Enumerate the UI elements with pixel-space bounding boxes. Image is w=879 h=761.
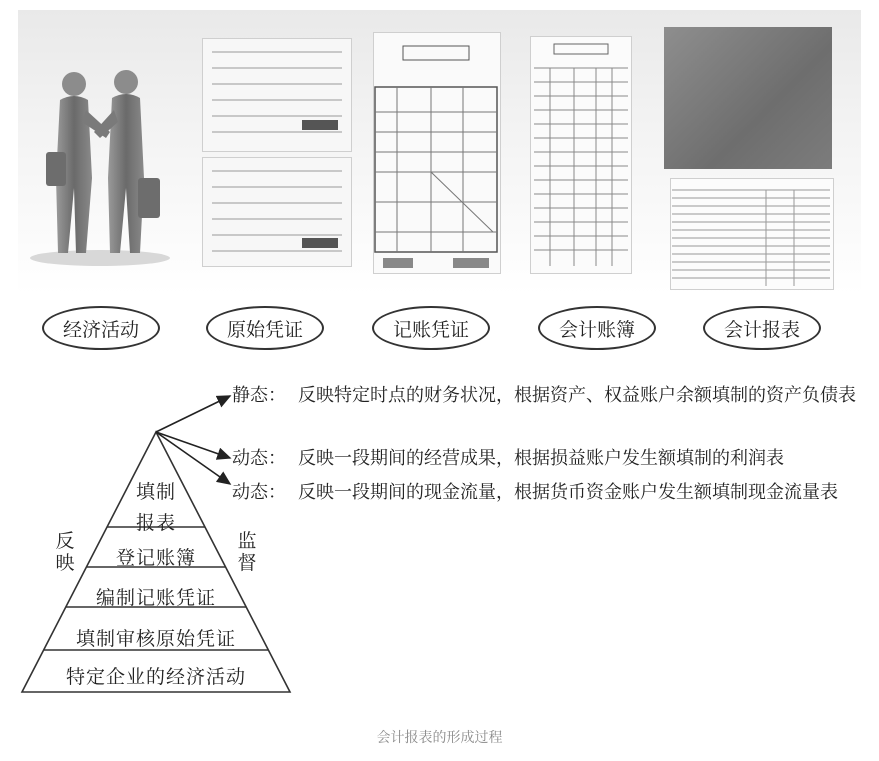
pyramid-level-economic-activity: 特定企业的经济活动 <box>65 666 246 688</box>
description-dynamic-cashflow <box>232 479 872 537</box>
stage-label-original-voucher: 原始凭证 <box>206 306 324 350</box>
original-voucher-lines <box>202 38 352 268</box>
account-book-grid <box>530 36 632 274</box>
stage-label-financial-statements: 会计报表 <box>703 306 821 350</box>
description-key: 动态： <box>232 448 286 469</box>
statement-photo <box>664 27 832 169</box>
description-text: 反映一段期间的现金流量，根据货币资金账户发生额填制现金流量表 <box>298 482 838 503</box>
pyramid-level-original-vouchers: 填制审核原始凭证 <box>75 628 236 650</box>
description-key: 静态： <box>232 385 286 406</box>
handshake-image <box>22 28 177 268</box>
description-static <box>232 382 872 440</box>
description-text: 反映特定时点的财务状况，根据资产、权益账户余额填制的资产负债表 <box>298 385 856 406</box>
arrow-static <box>156 396 230 432</box>
description-text: 反映一段期间的经营成果，根据损益账户发生额填制的利润表 <box>298 448 784 469</box>
pyramid-level-books: 登记账簿 <box>115 547 196 569</box>
pyramid-level-vouchers: 编制记账凭证 <box>95 587 216 609</box>
description-key: 动态： <box>232 482 286 503</box>
pyramid-level-fill: 填制 <box>135 481 176 503</box>
figure-caption: 会计报表的形成过程 <box>376 730 503 746</box>
accounting-voucher-grid <box>373 32 501 274</box>
stage-label-account-books: 会计账簿 <box>538 306 656 350</box>
stage-label-accounting-voucher: 记账凭证 <box>372 306 490 350</box>
stage-label-economic-activity: 经济活动 <box>42 306 160 350</box>
side-label-supervise: 监督 <box>237 530 257 574</box>
side-label-reflect: 反映 <box>55 530 75 574</box>
pyramid-level-statements: 报表 <box>135 512 176 534</box>
description-dynamic-income <box>232 445 872 475</box>
arrow-dynamic-1 <box>156 432 230 458</box>
statement-table-grid <box>670 178 834 290</box>
